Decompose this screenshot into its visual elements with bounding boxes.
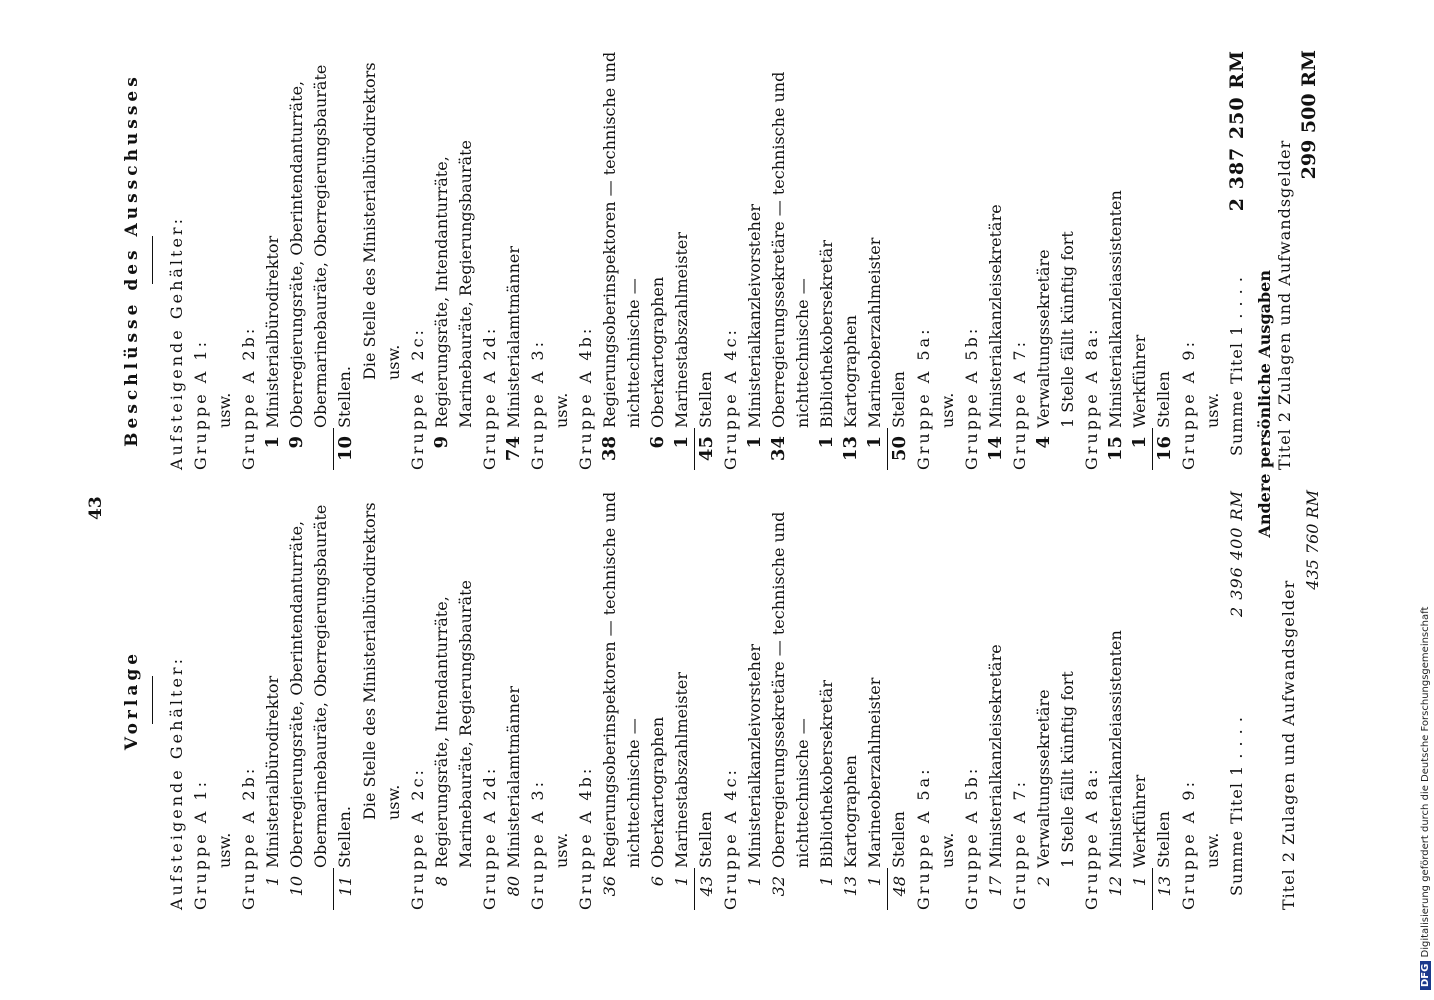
group-name: Gruppe A 4b: [576,765,595,910]
position-title: usw. [938,832,957,868]
salary-group [1177,50,1225,470]
position-row [430,50,478,470]
total-row [887,490,912,910]
total-count: 16 [1152,428,1177,470]
position-row [1056,50,1080,470]
position-row [815,490,839,910]
position-row [550,50,574,470]
salary-group [406,490,478,910]
group-name: Gruppe A 2c: [408,327,427,470]
position-title: Oberregierungsräte, Oberintendanturräte, Obermarinebauräte, Oberregierungsbauräte [287,504,330,868]
position-row [1128,490,1152,910]
salary-group [237,50,406,470]
position-count: 38 [599,436,620,462]
position-count [936,428,960,470]
position-count [550,428,574,470]
position-count: 1 [745,876,764,887]
salary-group [189,50,237,470]
group-name: Gruppe A 2d: [480,765,499,910]
position-count: 9 [286,436,307,449]
position-title: Ministerialamtmänner [504,245,523,428]
position-row [767,50,815,470]
total-count: 48 [887,868,912,910]
position-title: Marinestabszahlmeister [672,672,691,868]
position-title: usw. [552,832,571,868]
position-count: 1 [263,876,282,887]
group-name: Gruppe A 2c: [408,767,427,910]
position-title: Regierungsoberinspektoren — technische und nichttechnische — [600,491,643,868]
salary-group [406,50,478,470]
group-name: Gruppe A 9: [1179,779,1198,910]
salary-group [1080,490,1177,910]
position-row [1104,490,1128,910]
group-name: Gruppe A 8a: [1082,326,1101,470]
salary-group [719,490,912,910]
position-row [670,50,694,470]
position-title: usw. [1203,392,1222,428]
position-title: Oberkartographen [648,716,667,868]
section-heading: Andere persönliche Ausgaben [1255,270,1274,538]
position-row [767,490,815,910]
digitization-note [1420,10,1434,990]
position-title: 1 Stelle fällt künftig fort [1058,671,1077,868]
total-row [694,490,719,910]
position-row [839,50,863,470]
position-row [285,490,333,910]
position-count: 1 [865,876,884,887]
position-count: 15 [1105,436,1126,462]
position-title: Oberregierungsräte, Oberintendanturräte, Obermarinebauräte, Oberregierungsbauräte [287,64,330,428]
position-row [984,50,1008,470]
position-count: 6 [647,436,668,449]
position-row [743,50,767,470]
salary-group [1008,490,1080,910]
position-title: usw. [552,392,571,428]
group-name: Gruppe A 5a: [914,766,933,910]
position-title: Regierungsräte, Intendanturräte, Marinebauräte, Regierungsbauräte [432,139,475,428]
position-row [936,50,960,470]
group-note: Die Stelle des Ministerialbürodirektors usw. [360,502,403,820]
group-name: Gruppe A 5a: [914,326,933,470]
position-title: Marineoberzahlmeister [865,677,884,868]
salary-group [478,50,526,470]
position-count [1056,868,1080,910]
position-row [502,50,526,470]
position-count: 9 [431,436,452,449]
total-row [694,50,719,470]
position-title: 1 Stelle fällt künftig fort [1058,231,1077,428]
salary-group [237,490,406,910]
total-row [333,50,358,470]
intro-line: Aufsteigende Gehälter: [167,656,186,910]
position-row [1128,50,1152,470]
position-row [863,50,887,470]
position-title: Ministerialbürodirektor [263,235,282,428]
total-count: 10 [333,428,358,470]
position-row [670,490,694,910]
position-count: 1 [816,436,837,449]
position-row [598,490,646,910]
sum-titel-1 [1225,490,1249,910]
group-name: Gruppe A 4c: [721,767,740,910]
total-label: Stellen [696,371,715,428]
salary-group [526,50,574,470]
position-title: Ministerialkanzleisekretäre [986,204,1005,428]
position-row [598,50,646,470]
position-title: Ministerialkanzleiassistenten [1106,190,1125,428]
position-row [430,490,478,910]
position-title: Oberregierungssekretäre — technische und nichttechnische — [769,511,812,868]
position-row [1056,490,1080,910]
total-row [1152,50,1177,470]
position-row [261,50,285,470]
position-row [1201,490,1225,910]
sum-titel-1 [1225,50,1249,470]
position-count: 32 [769,876,788,897]
group-name: Gruppe A 5b: [962,765,981,910]
salary-group [526,490,574,910]
position-count [213,868,237,910]
salary-group [1008,50,1080,470]
position-title: usw. [1203,832,1222,868]
position-count: 13 [840,436,861,462]
position-title: Werkführer [1130,774,1149,868]
position-title: Regierungsräte, Intendanturräte, Marinebauräte, Regierungsbauräte [432,579,475,868]
salary-group [1177,490,1225,910]
position-title: Bibliothekobersekretär [817,680,836,868]
position-count: 74 [503,436,524,462]
position-row [285,50,333,470]
column-heading: Beschlüsse des Ausschusses [122,73,142,447]
position-count: 1 [671,436,692,449]
position-count: 36 [600,876,619,897]
salary-group [574,50,719,470]
position-count [1201,868,1225,910]
position-count: 10 [287,876,306,897]
titel-2-value: 435 760 RM [1303,490,1322,590]
position-title: Ministerialbürodirektor [263,675,282,868]
position-count [1056,428,1080,470]
position-title: Verwaltungssekretäre [1034,249,1053,428]
position-row [213,50,237,470]
position-count: 13 [841,876,860,897]
salary-group [1080,50,1177,470]
group-name: Gruppe A 1: [191,779,210,910]
position-title: Verwaltungssekretäre [1034,689,1053,868]
position-count: 2 [1034,876,1053,887]
sum-label: Summe Titel 1 . . . . [1227,716,1246,896]
sum-value: 2 396 400 RM [1227,490,1246,617]
dfg-logo: DFG [1420,961,1431,990]
page-number: 43 [86,496,106,520]
heading-rule [152,236,153,284]
position-count: 4 [1033,436,1054,449]
position-count: 1 [744,436,765,449]
position-row [936,490,960,910]
position-title: Marineoberzahlmeister [865,237,884,428]
group-name: Gruppe A 4c: [721,327,740,470]
group-name: Gruppe A 4b: [576,325,595,470]
total-row [333,490,358,910]
total-label: Stellen. [335,806,354,868]
salary-group [719,50,912,470]
position-row [1201,50,1225,470]
group-name: Gruppe A 7: [1010,779,1029,910]
position-title: Oberregierungssekretäre — technische und nichttechnische — [769,71,812,428]
position-title: usw. [215,832,234,868]
position-title: Ministerialkanzleiassistenten [1106,630,1125,868]
position-count: 1 [1129,436,1150,449]
total-label: Stellen. [335,366,354,428]
total-count: 45 [694,428,719,470]
group-note: Die Stelle des Ministerialbürodirektors usw. [360,62,403,380]
position-count [1201,428,1225,470]
total-count: 11 [333,868,358,910]
total-row [887,50,912,470]
salary-group [960,490,1008,910]
position-title: usw. [938,392,957,428]
position-title: Ministerialkanzleivorsteher [745,204,764,428]
position-title: Oberkartographen [648,276,667,428]
titel-2-value: 299 500 RM [1298,50,1320,180]
position-count: 1 [817,876,836,887]
section-spacer [1249,50,1273,470]
position-count: 8 [432,876,451,887]
position-title: Bibliothekobersekretär [817,240,836,428]
total-label: Stellen [889,811,908,868]
position-count: 1 [864,436,885,449]
position-count [936,868,960,910]
salary-group [478,490,526,910]
total-label: Stellen [696,811,715,868]
position-row [213,490,237,910]
position-title: Werkführer [1130,334,1149,428]
position-count [213,428,237,470]
salary-group [912,50,960,470]
position-title: Ministerialkanzleivorsteher [745,644,764,868]
total-count: 50 [887,428,912,470]
position-count: 1 [1130,876,1149,887]
column-beschluesse [120,50,1321,470]
position-row [261,490,285,910]
position-title: Kartographen [841,755,860,868]
titel-2-label: Titel 2 Zulagen und Aufwandsgelder [1275,139,1294,470]
total-label: Stellen [889,371,908,428]
total-row [1152,490,1177,910]
position-row [502,490,526,910]
position-row [863,490,887,910]
position-count: 6 [648,876,667,887]
position-count: 1 [672,876,691,887]
heading-rule [152,676,153,724]
position-title: Regierungsoberinspektoren — technische und nichttechnische — [600,51,643,428]
position-count: 14 [985,436,1006,462]
position-row [1032,50,1056,470]
group-name: Gruppe A 9: [1179,339,1198,470]
group-name: Gruppe A 7: [1010,339,1029,470]
position-title: Kartographen [841,315,860,428]
salary-group [574,490,719,910]
position-row [839,490,863,910]
position-row [1104,50,1128,470]
group-name: Gruppe A 5b: [962,325,981,470]
salary-group [912,490,960,910]
position-row [984,490,1008,910]
salary-group [960,50,1008,470]
column-heading: Vorlage [122,649,142,751]
group-name: Gruppe A 1: [191,339,210,470]
position-row [743,490,767,910]
position-count [550,868,574,910]
position-title: Ministerialkanzleisekretäre [986,644,1005,868]
position-row [646,50,670,470]
group-name: Gruppe A 2b: [239,325,258,470]
position-row [1032,490,1056,910]
position-count: 1 [262,436,283,449]
position-row [815,50,839,470]
position-row [550,490,574,910]
position-count: 17 [986,876,1005,897]
total-label: Stellen [1154,371,1173,428]
sum-label: Summe Titel 1 . . . . [1227,276,1246,456]
position-title: Ministerialamtmänner [504,685,523,868]
group-name: Gruppe A 2d: [480,325,499,470]
total-label: Stellen [1154,811,1173,868]
titel-2-label: Titel 2 Zulagen und Aufwandsgelder [1279,579,1298,910]
digitization-text: Digitalisierung gefördert durch die Deutsche Forschungsgemeinschaft [1420,606,1431,958]
group-name: Gruppe A 3: [528,779,547,910]
sum-value: 2 387 250 RM [1226,50,1248,212]
total-count: 13 [1152,868,1177,910]
position-count: 34 [768,436,789,462]
position-count: 12 [1106,876,1125,897]
position-title: usw. [215,392,234,428]
position-count: 80 [504,876,523,897]
group-name: Gruppe A 8a: [1082,766,1101,910]
intro-line: Aufsteigende Gehälter: [167,216,186,470]
total-count: 43 [694,868,719,910]
position-row [646,490,670,910]
position-title: Marinestabszahlmeister [672,232,691,428]
group-name: Gruppe A 2b: [239,765,258,910]
group-name: Gruppe A 3: [528,339,547,470]
salary-group [189,490,237,910]
